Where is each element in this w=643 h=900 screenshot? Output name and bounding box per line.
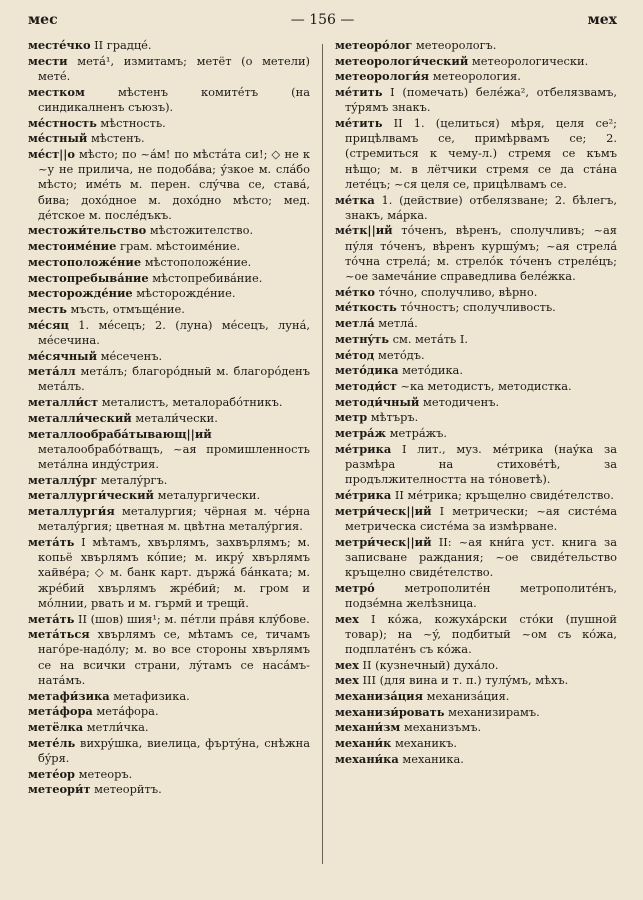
entry-translation: метали́чески. — [131, 410, 218, 425]
entry-headword: металлообрабáтывающ||ий — [28, 426, 212, 441]
entry-translation: I лит., муз. мéтрика (наýка за размѣра на стиховéтѣ, за продължителността на тóноветѣ). — [345, 441, 617, 487]
header-left-guideword: мес — [28, 12, 58, 28]
entry-headword: мех — [335, 673, 359, 688]
dictionary-entry — [28, 411, 310, 426]
entry-translation: I мѣтамъ, хвърлямъ, захвърлямъ; м. копьë хвърлямъ кóпие; м. икрý хвърлямъ хайвéра; ◇ м. банк карт. държá бáнката; м. жрéбий хвърлямъ жрéбий; м. гром и мóлнии, рвать и м. гърмй и трещй. — [38, 535, 310, 610]
entry-translation: метá¹, измитамъ; метëт (о метели) метé. — [38, 53, 310, 83]
dictionary-entry — [28, 782, 310, 797]
entry-headword: металлýрг — [28, 472, 98, 487]
dictionary-entry — [335, 363, 617, 378]
entry-translation: II: ~ая кни́га уст. книга за записване раждания; ~ое свидéтельство кръщелно свидéтелство. — [345, 534, 617, 579]
dictionary-entry — [335, 85, 617, 115]
entry-headword: мéткость — [335, 300, 397, 315]
dictionary-entry — [335, 504, 617, 534]
entry-translation: II мéтрика; кръщелно свидéтелство. — [391, 487, 614, 502]
entry-headword: металли́ческий — [28, 410, 132, 425]
entry-headword: метафи́зика — [28, 688, 110, 703]
entry-translation: металообрабóтващъ, ~ая промишленность метáлна индýстрия. — [38, 441, 310, 471]
entry-headword: мéтод — [335, 347, 375, 362]
entry-headword: месторождéние — [28, 286, 133, 301]
entry-translation: мѣстожителство. — [146, 223, 254, 238]
dictionary-entry — [28, 318, 310, 348]
entry-translation: метли́чка. — [83, 719, 149, 734]
right-column — [335, 38, 617, 898]
entry-headword: метëлка — [28, 719, 84, 734]
dictionary-entry — [28, 535, 310, 611]
columns — [28, 38, 617, 898]
entry-translation: механикъ. — [391, 736, 457, 751]
entry-translation: тóченъ, вѣренъ, сполучливъ; ~ая пýля тóченъ, вѣренъ куршýмъ; ~ая стрелá тóчна стрелá; м. стрелóк тóченъ стрелéцъ; ~ое замечáние справедлива белéжка. — [345, 223, 617, 284]
dictionary-entry — [335, 581, 617, 611]
entry-translation: мѣстность. — [96, 115, 166, 130]
entry-headword: мех — [335, 611, 359, 626]
entry-translation: мѣстоположéние. — [141, 254, 252, 269]
entry-translation: тóчностъ; сполучливость. — [396, 300, 556, 315]
entry-headword: местéчко — [28, 38, 91, 52]
dictionary-entry — [335, 223, 617, 284]
entry-headword: метéор — [28, 766, 76, 781]
entry-headword: метеорологи́я — [335, 69, 430, 84]
entry-headword: метеори́т — [28, 782, 91, 797]
left-column — [28, 38, 310, 898]
entry-headword: методи́ст — [335, 378, 397, 393]
entry-translation: хвърлямъ се, мѣтамъ се, тичамъ нагóре-надóлу; м. во все стороны хвърлямъ се на всички страни, лýтамъ се насáмъ-натáмъ. — [38, 627, 310, 687]
entry-headword: механи́ка — [335, 751, 399, 766]
entry-headword: метри́ческ||ий — [335, 534, 432, 549]
entry-headword: местоположéние — [28, 254, 142, 269]
entry-headword: механи́зм — [335, 720, 401, 735]
dictionary-entry — [335, 285, 617, 300]
entry-headword: механизáция — [335, 689, 424, 704]
dictionary-entry — [28, 85, 310, 115]
entry-headword: мéтить — [335, 85, 383, 100]
dictionary-entry — [28, 255, 310, 270]
entry-translation: 1. (действие) отбелязване; 2. бѣлегъ, знакъ, мáрка. — [345, 192, 617, 222]
dictionary-entry — [28, 612, 310, 627]
entry-headword: мéстность — [28, 115, 97, 130]
entry-headword: метеорологи́ческий — [335, 53, 469, 68]
entry-translation: метáфора. — [92, 704, 159, 719]
dictionary-entry — [335, 193, 617, 223]
entry-headword: мéстный — [28, 131, 88, 146]
dictionary-entry — [28, 54, 310, 84]
entry-translation: I (помечать) белéжа², отбелязвамъ, тýрямъ знакъ. — [345, 85, 617, 115]
dictionary-entry — [28, 473, 310, 488]
dictionary-entry — [28, 395, 310, 410]
entry-translation: см. метáть I. — [388, 331, 468, 346]
entry-headword: месть — [28, 301, 67, 316]
entry-translation: метрополитéн метрополитéнъ, подзéмна желѣзница. — [345, 580, 617, 610]
entry-translation: мéсеченъ. — [97, 348, 163, 363]
entry-translation: метóдика. — [398, 363, 463, 378]
dictionary-entry — [28, 427, 310, 473]
entry-headword: мех — [335, 657, 359, 672]
dictionary-entry — [28, 116, 310, 131]
entry-headword: металли́ст — [28, 395, 99, 410]
dictionary-entry — [28, 286, 310, 301]
entry-headword: металлурги́я — [28, 504, 115, 519]
dictionary-entry — [335, 488, 617, 503]
entry-translation: вихрýшка, виелица, фъртýна, снѣжна бýря. — [38, 735, 310, 765]
entry-headword: мéсячный — [28, 348, 98, 363]
entry-translation: II (кузнечный) духáло. — [358, 657, 499, 672]
dictionary-entry — [335, 395, 617, 410]
dictionary-entry — [28, 364, 310, 394]
entry-headword: метри́ческ||ий — [335, 503, 432, 518]
dictionary-entry — [335, 379, 617, 394]
dictionary-entry — [28, 131, 310, 146]
dictionary-entry — [28, 689, 310, 704]
dictionary-entry — [335, 752, 617, 767]
entry-translation: 1. мéсецъ; 2. (луна) мéсецъ, лунá, мéсечина. — [38, 317, 310, 347]
entry-headword: метóдика — [335, 363, 399, 378]
dictionary-entry — [335, 689, 617, 704]
entry-translation: мѣсторождéние. — [132, 286, 236, 301]
entry-headword: метеорóлог — [335, 38, 413, 52]
entry-headword: метлá — [335, 316, 375, 331]
dictionary-entry — [28, 704, 310, 719]
entry-translation: II 1. (целиться) мѣря, целя се²; прицѣлвамъ се, примѣрвамъ се; 2. (стремиться к чему-л.) стремя се къмъ нѣщо; м. в лëтчики стремя се да стáна летéцъ; ~ся целя се, прицѣлвамъ се. — [345, 116, 617, 191]
entry-headword: метáть — [28, 611, 75, 626]
entry-headword: мéтить — [335, 116, 383, 131]
entry-translation: мъсть, отмъщéние. — [66, 301, 185, 316]
entry-headword: местком — [28, 84, 85, 99]
entry-headword: мéтрика — [335, 441, 392, 456]
dictionary-entry — [28, 147, 310, 223]
entry-translation: грам. мѣстоимéние. — [116, 239, 241, 254]
dictionary-entry — [335, 410, 617, 425]
entry-headword: метрáж — [335, 426, 387, 441]
entry-headword: металлурги́ческий — [28, 488, 154, 503]
dictionary-entry — [335, 426, 617, 441]
dictionary-entry — [28, 38, 310, 53]
entry-translation: метафизика. — [109, 688, 190, 703]
dictionary-entry — [335, 38, 617, 53]
dictionary-entry — [335, 720, 617, 735]
entry-translation: метеорологически. — [468, 53, 589, 68]
entry-translation: мѣстенъ комитéтъ (на синдикалненъ съюзъ). — [38, 84, 310, 114]
dictionary-entry — [335, 612, 617, 658]
dictionary-entry — [335, 658, 617, 673]
dictionary-entry — [28, 302, 310, 317]
entry-headword: мéтко — [335, 284, 376, 299]
dictionary-entry — [335, 705, 617, 720]
entry-headword: метнýть — [335, 331, 389, 346]
entry-translation: механизáция. — [423, 689, 510, 704]
entry-translation: механика. — [398, 751, 464, 766]
entry-translation: метрáжъ. — [386, 426, 447, 441]
dictionary-entry — [335, 69, 617, 84]
entry-translation: металýргъ. — [97, 472, 168, 487]
entry-translation: III (для вина и т. п.) тулýмъ, мѣхъ. — [358, 673, 569, 688]
dictionary-entry — [28, 627, 310, 688]
entry-translation: механизирамъ. — [444, 704, 540, 719]
dictionary-entry — [28, 720, 310, 735]
entry-headword: местожи́тельство — [28, 223, 147, 238]
entry-translation: методиченъ. — [419, 394, 500, 409]
dictionary-entry — [335, 300, 617, 315]
entry-translation: метеорологъ. — [412, 38, 497, 52]
dictionary-entry — [28, 271, 310, 286]
column-divider — [322, 44, 323, 864]
dictionary-entry — [28, 767, 310, 782]
dictionary-entry — [28, 223, 310, 238]
dictionary-entry — [28, 239, 310, 254]
entry-translation: метеорйтъ. — [90, 782, 162, 797]
entry-headword: местоимéние — [28, 239, 117, 254]
entry-translation: металургия; чëрная м. чéрна металýргия; цветная м. цвѣтна металýргия. — [38, 504, 310, 534]
header-right-guideword: мех — [587, 12, 617, 28]
entry-translation: метлá. — [374, 316, 418, 331]
dictionary-entry — [335, 348, 617, 363]
entry-translation: II градцé. — [90, 38, 152, 52]
entry-headword: механи́к — [335, 736, 392, 751]
entry-translation: тóчно, сполучливо, вѣрно. — [375, 284, 538, 299]
entry-headword: метáлл — [28, 364, 76, 379]
dictionary-entry — [335, 442, 617, 488]
entry-translation: мѣстопребивáние. — [148, 270, 263, 285]
entry-headword: метáть — [28, 535, 75, 549]
entry-headword: мéтрика — [335, 487, 392, 502]
entry-translation: метеорология. — [429, 69, 521, 84]
entry-headword: метр — [335, 410, 368, 425]
dictionary-entry — [335, 316, 617, 331]
entry-translation: мѣстенъ. — [87, 131, 145, 146]
entry-headword: метáться — [28, 627, 90, 642]
entry-headword: механизи́ровать — [335, 704, 445, 719]
entry-translation: ~ка методистъ, методистка. — [396, 378, 572, 393]
dictionary-entry — [28, 504, 310, 534]
entry-translation: мѣсто; по ~áм! по мѣстáта си!; ◇ не к ~у не прилича, не подобáва; ýзкое м. слáбо мѣсто; имéть м. перен. слýчва се, ставá, бива; дохóдное м. дохóдно мѣсто; мед. дéтское м. послéдъкъ. — [38, 146, 310, 222]
entry-headword: метáфора — [28, 704, 93, 719]
entry-translation: метóдъ. — [374, 347, 425, 362]
entry-translation: механизъмъ. — [400, 720, 482, 735]
entry-translation: металургически. — [153, 488, 261, 503]
entry-translation: метеоръ. — [75, 766, 133, 781]
entry-translation: I метрически; ~ая систéма метрическа систéма за измѣрване. — [345, 503, 617, 533]
dictionary-entry — [28, 349, 310, 364]
entry-translation: металистъ, металорабóтникъ. — [98, 395, 283, 410]
dictionary-entry — [335, 116, 617, 192]
entry-headword: метéль — [28, 735, 76, 750]
entry-headword: мéтка — [335, 192, 375, 207]
dictionary-entry — [335, 673, 617, 688]
entry-headword: методи́чный — [335, 394, 420, 409]
entry-headword: мести — [28, 53, 68, 68]
dictionary-entry — [335, 332, 617, 347]
dictionary-entry — [335, 736, 617, 751]
dictionary-entry — [28, 488, 310, 503]
entry-translation: метáлъ; благорóдный м. благорóденъ метáлъ. — [38, 364, 310, 394]
dictionary-entry — [335, 54, 617, 69]
entry-headword: метрó — [335, 580, 375, 595]
entry-headword: мéтк||ий — [335, 223, 393, 238]
page-header — [28, 12, 617, 36]
page-number: — 156 — — [290, 12, 355, 28]
entry-translation: II (шов) шия¹; м. пéтли прáвя клýбове. — [74, 611, 310, 626]
entry-headword: местопребывáние — [28, 270, 149, 285]
entry-translation: мѣтъръ. — [367, 410, 419, 425]
dictionary-entry — [28, 736, 310, 766]
entry-headword: мéст||о — [28, 146, 76, 161]
dictionary-entry — [335, 535, 617, 581]
entry-headword: мéсяц — [28, 317, 69, 332]
entry-translation: I кóжа, кожухáрски стóки (пушной товар); на ~ý, подбитый ~ом съ кóжа, подплатéнъ съ кóжа. — [345, 611, 617, 656]
